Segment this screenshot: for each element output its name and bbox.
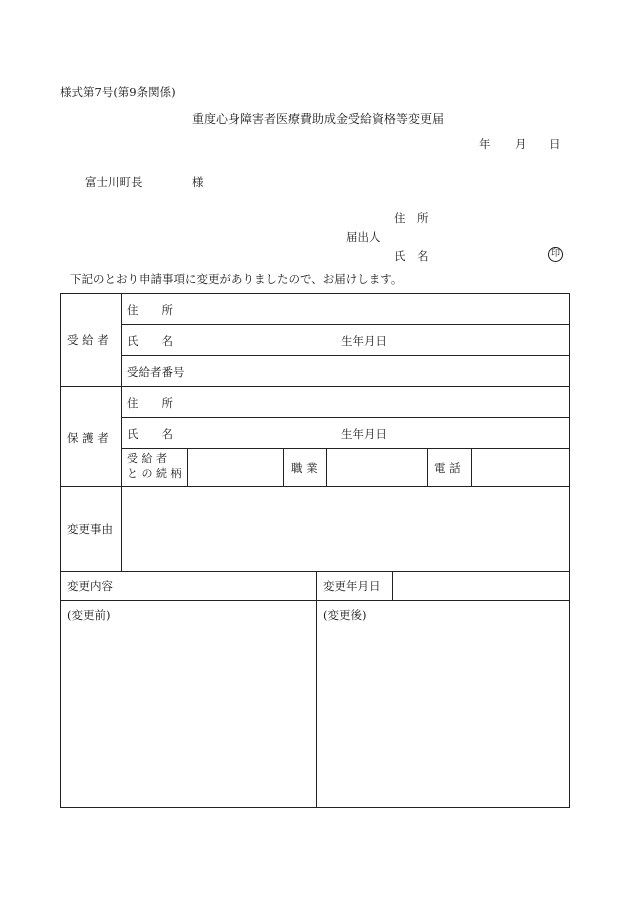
recipient-address-label: 住 所 [127,303,173,317]
guardian-header: 保 護 者 [67,431,109,445]
change-date-label: 変更年月日 [323,579,381,593]
change-reason-label: 変更事由 [67,522,113,536]
addressee-suffix: 様 [192,175,204,189]
recipient-header: 受 給 者 [67,333,109,347]
guardian-occupation-label: 職 業 [291,461,318,475]
addressee-name: 富士川町長 [85,175,143,189]
guardian-relation-line1: 受 給 者 [127,452,167,465]
recipient-number-label: 受給者番号 [127,365,185,379]
guardian-birth-label: 生年月日 [341,427,387,441]
date-day: 日 [549,137,561,151]
applicant-name-label: 氏 名 [394,249,429,263]
change-content-label: 変更内容 [67,579,113,593]
after-change-label: (変更後) [323,608,367,622]
form-table [60,293,570,808]
seal-mark: 印 [548,247,563,262]
document-title: 重度心身障害者医療費助成金受給資格等変更届 [192,112,445,126]
before-change-label: (変更前) [67,608,111,622]
date-year: 年 [479,137,491,151]
guardian-name-label: 氏 名 [127,427,173,441]
guardian-address-label: 住 所 [127,396,173,410]
guardian-phone-label: 電 話 [434,461,461,475]
date-month: 月 [515,137,527,151]
form-number: 様式第7号(第9条関係) [60,85,176,99]
recipient-birth-label: 生年月日 [341,334,387,348]
intro-text: 下記のとおり申請事項に変更がありましたので、お届けします。 [70,272,403,286]
applicant-address-label: 住 所 [394,211,429,225]
applicant-role-label: 届出人 [346,230,381,244]
recipient-name-label: 氏 名 [127,334,173,348]
guardian-relation-line2: と の 続 柄 [127,467,182,480]
